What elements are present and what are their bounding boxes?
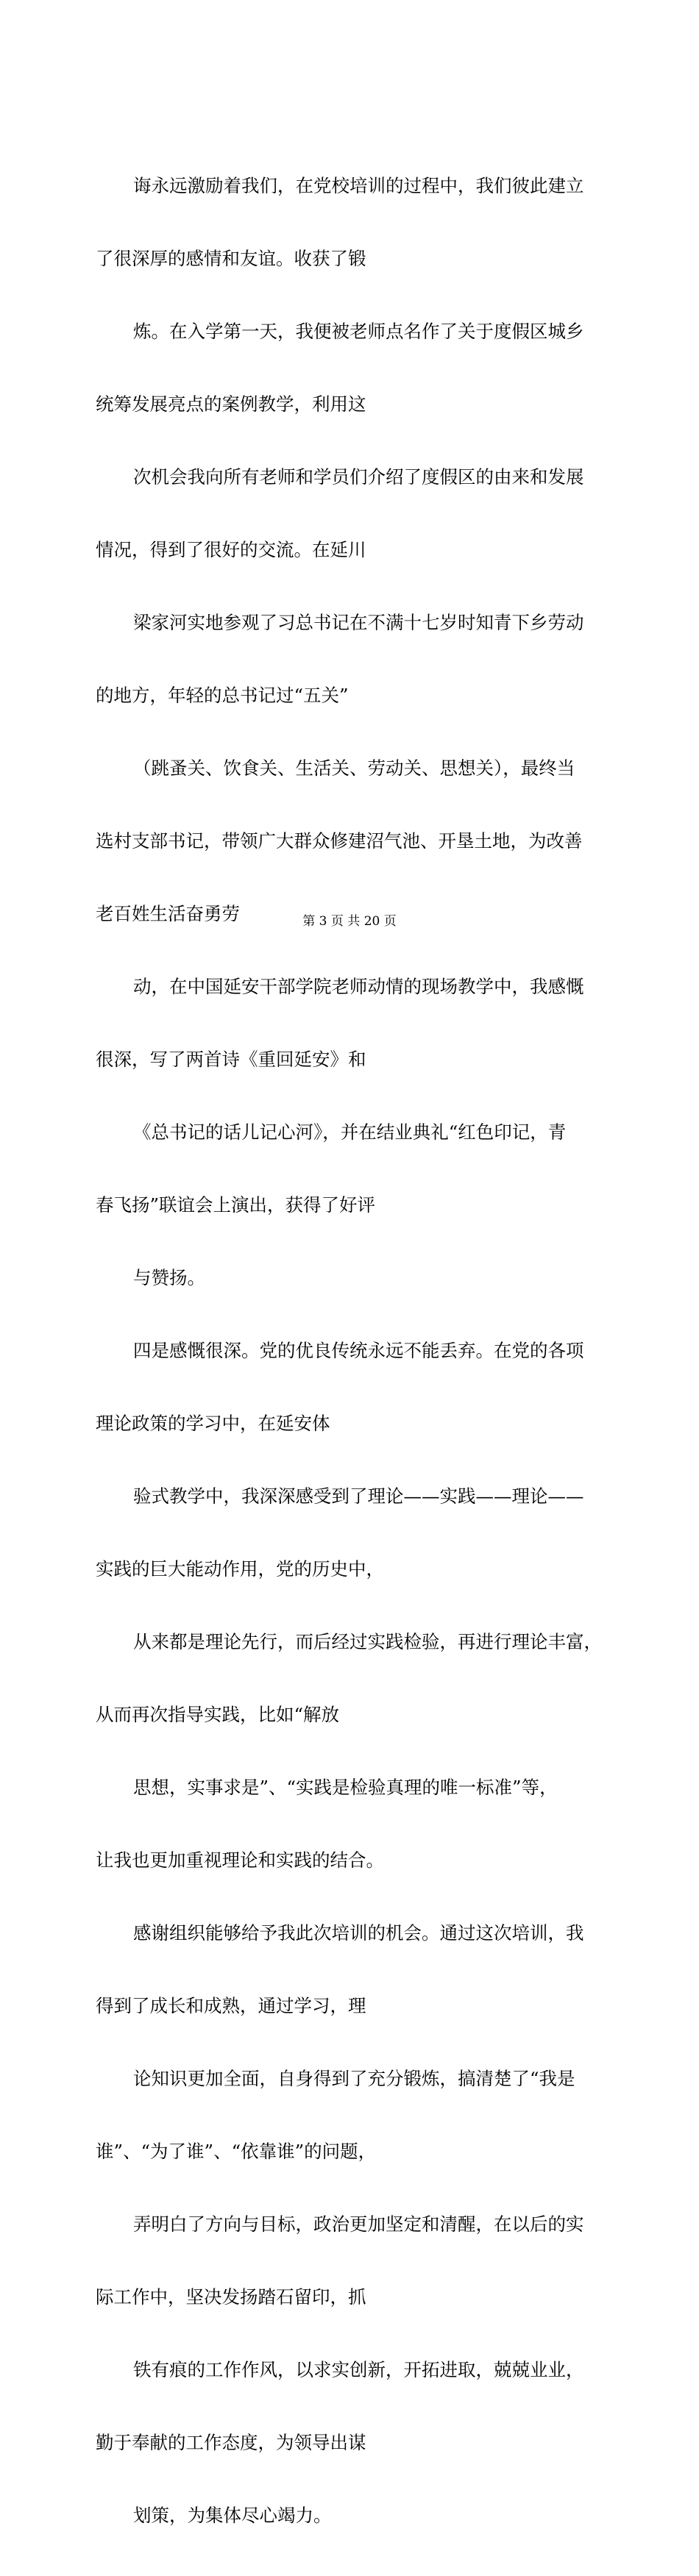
text-line: 梁家河实地参观了习总书记在不满十七岁时知青下乡劳动 bbox=[133, 612, 584, 633]
body-text bbox=[96, 125, 618, 2576]
page-number-footer: 第 3 页 共 20 页 bbox=[302, 914, 397, 929]
text-line: 动，在中国延安干部学院老师动情的现场教学中，我感慨 bbox=[133, 976, 584, 997]
text-line: 际工作中，坚决发扬踏石留印，抓 bbox=[96, 2286, 366, 2308]
text-line: 与赞扬。 bbox=[133, 1267, 205, 1288]
text-line: 炼。在入学第一天，我便被老师点名作了关于度假区城乡 bbox=[133, 321, 584, 342]
text-line: 了很深厚的感情和友谊。收获了锻 bbox=[96, 248, 366, 269]
text-line: 诲永远激励着我们，在党校培训的过程中，我们彼此建立 bbox=[133, 175, 584, 196]
text-line: （跳蚤关、饮食关、生活关、劳动关、思想关），最终当 bbox=[133, 757, 575, 779]
text-line: 春飞扬”联谊会上演出，获得了好评 bbox=[96, 1194, 376, 1216]
text-line: 验式教学中，我深深感受到了理论——实践——理论—— bbox=[133, 1485, 584, 1507]
text-line: 思想，实事求是”、“实践是检验真理的唯一标准”等， bbox=[133, 1777, 558, 1798]
text-line: 《总书记的话儿记心河》，并在结业典礼“红色印记，青 bbox=[133, 1121, 567, 1143]
text-line: 次机会我向所有老师和学员们介绍了度假区的由来和发展 bbox=[133, 466, 584, 488]
text-line: 论知识更加全面，自身得到了充分锻炼，搞清楚了“我是 bbox=[133, 2068, 575, 2089]
text-line: 选村支部书记，带领广大群众修建沼气池、开垦土地，为改善 bbox=[96, 830, 583, 852]
text-line: 理论政策的学习中，在延安体 bbox=[96, 1413, 330, 1434]
text-line: 的地方，年轻的总书记过“五关” bbox=[96, 685, 349, 706]
text-line: 划策，为集体尽心竭力。 bbox=[133, 2505, 332, 2526]
text-line: 情况，得到了很好的交流。在延川 bbox=[96, 539, 366, 560]
text-line: 从而再次指导实践，比如“解放 bbox=[96, 1704, 340, 1725]
text-line: 老百姓生活奋勇劳 bbox=[96, 903, 240, 924]
text-line: 勤于奉献的工作态度，为领导出谋 bbox=[96, 2432, 366, 2453]
text-line: 实践的巨大能动作用，党的历史中， bbox=[96, 1558, 384, 1580]
text-line: 四是感慨很深。党的优良传统永远不能丢弃。在党的各项 bbox=[133, 1340, 584, 1361]
text-line: 铁有痕的工作作风，以求实创新，开拓进取，兢兢业业， bbox=[133, 2359, 584, 2380]
text-line: 谁”、“为了谁”、“依靠谁”的问题， bbox=[96, 2141, 377, 2162]
text-line: 统筹发展亮点的案例教学，利用这 bbox=[96, 393, 366, 415]
text-line: 让我也更加重视理论和实践的结合。 bbox=[96, 1849, 384, 1871]
text-line: 弄明白了方向与目标，政治更加坚定和清醒，在以后的实 bbox=[133, 2213, 584, 2235]
text-line: 感谢组织能够给予我此次培训的机会。通过这次培训，我 bbox=[133, 1922, 584, 1944]
text-line: 很深，写了两首诗《重回延安》和 bbox=[96, 1049, 366, 1070]
text-line: 得到了成长和成熟，通过学习，理 bbox=[96, 1995, 366, 2016]
text-line: 从来都是理论先行，而后经过实践检验，再进行理论丰富， bbox=[133, 1631, 602, 1652]
